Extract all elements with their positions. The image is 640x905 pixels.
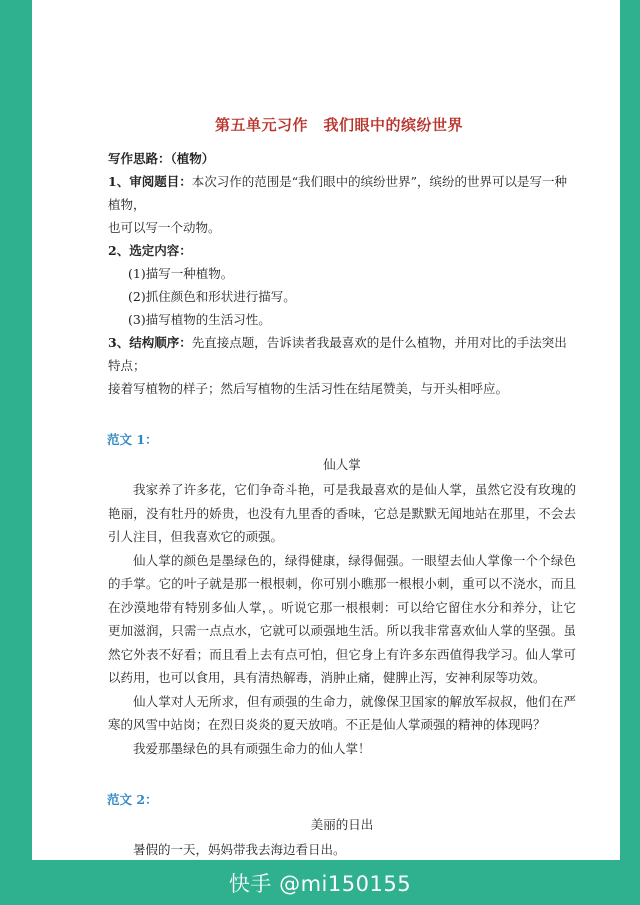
- example-1-paragraph: 仙人掌的颜色是墨绿色的，绿得健康，绿得倔强。一眼望去仙人掌像一个个绿色的手掌。它的叶子就是那一根根刺，你可别小瞧那一根根小刺，重可以不浇水，而且在沙漠地带有特别多仙人掌，。听说它那一根根刺：可以给它留住水分和养分，让它更加滋润，只需一点点水，它就可以顽强地生活。所以我非常喜欢仙人掌的坚强。虽然它外表不好看；而且看上去有点可怕，但它身上有许多东西值得我学习。仙人掌可以药用，也可以食用，具有清热解毒，消肿止痛，健脾止泻，安神利尿等功效。: [108, 552, 576, 685]
- example-1-paragraph: 仙人掌对人无所求，但有顽强的生命力，就像保卫国家的解放军叔叔，他们在严寒的风雪中站岗；在烈日炎炎的夏天放哨。不正是仙人掌顽强的精神的体现吗？: [108, 693, 576, 732]
- writing-thinking-value: （植物）: [170, 151, 215, 166]
- example-2-label: 范文 2：: [107, 792, 158, 807]
- watermark: 快手 @mi150155: [228, 872, 412, 896]
- page-title: 第五单元习作 我们眼中的缤纷世界: [214, 116, 463, 134]
- writing-thinking: [108, 147, 576, 170]
- writing-thinking-label: 写作思路：: [108, 151, 171, 166]
- example-1-title: 仙人掌: [323, 457, 361, 472]
- step-2-item: (2)抓住颜色和形状进行描写。: [128, 289, 296, 304]
- step-2-item: (1)描写一种植物。: [128, 266, 234, 281]
- step-1-label: 1、审阅题目：: [108, 174, 192, 189]
- step-1-text: 本次习作的范围是“我们眼中的缤纷世界”，缤纷的世界可以是写一种植物，: [108, 174, 567, 212]
- example-1-paragraph: 我爱那墨绿色的具有顽强生命力的仙人掌！: [133, 740, 371, 756]
- example-2-paragraph: 暑假的一天，妈妈带我去海边看日出。: [133, 842, 346, 857]
- step-1-continued: 也可以写一个动物。: [108, 220, 221, 235]
- example-1-paragraph: 我家养了许多花，它们争奇斗艳，可是我最喜欢的是仙人掌，虽然它没有玫瑰的艳丽，没有牡丹的娇贵，也没有九里香的香味，它总是默默无闻地站在那里，不会去引人注目，但我喜欢它的顽强。: [108, 482, 576, 544]
- step-2-item: (3)描写植物的生活习性。: [128, 312, 271, 327]
- step-1: [108, 170, 576, 216]
- step-3-text: 先直接点题，告诉读者我最喜欢的是什么植物，并用对比的手法突出特点；: [108, 335, 567, 373]
- example-2-title: 美丽的日出: [310, 817, 374, 832]
- step-3-label: 3、结构顺序：: [108, 335, 192, 350]
- document-page: [32, 0, 620, 860]
- step-3-continued: 接着写植物的样子；然后写植物的生活习性在结尾赞美，与开头相呼应。: [108, 381, 509, 396]
- step-3: [108, 331, 576, 377]
- step-2-label: 2、选定内容：: [108, 243, 192, 258]
- example-1-label: 范文 1：: [107, 432, 158, 447]
